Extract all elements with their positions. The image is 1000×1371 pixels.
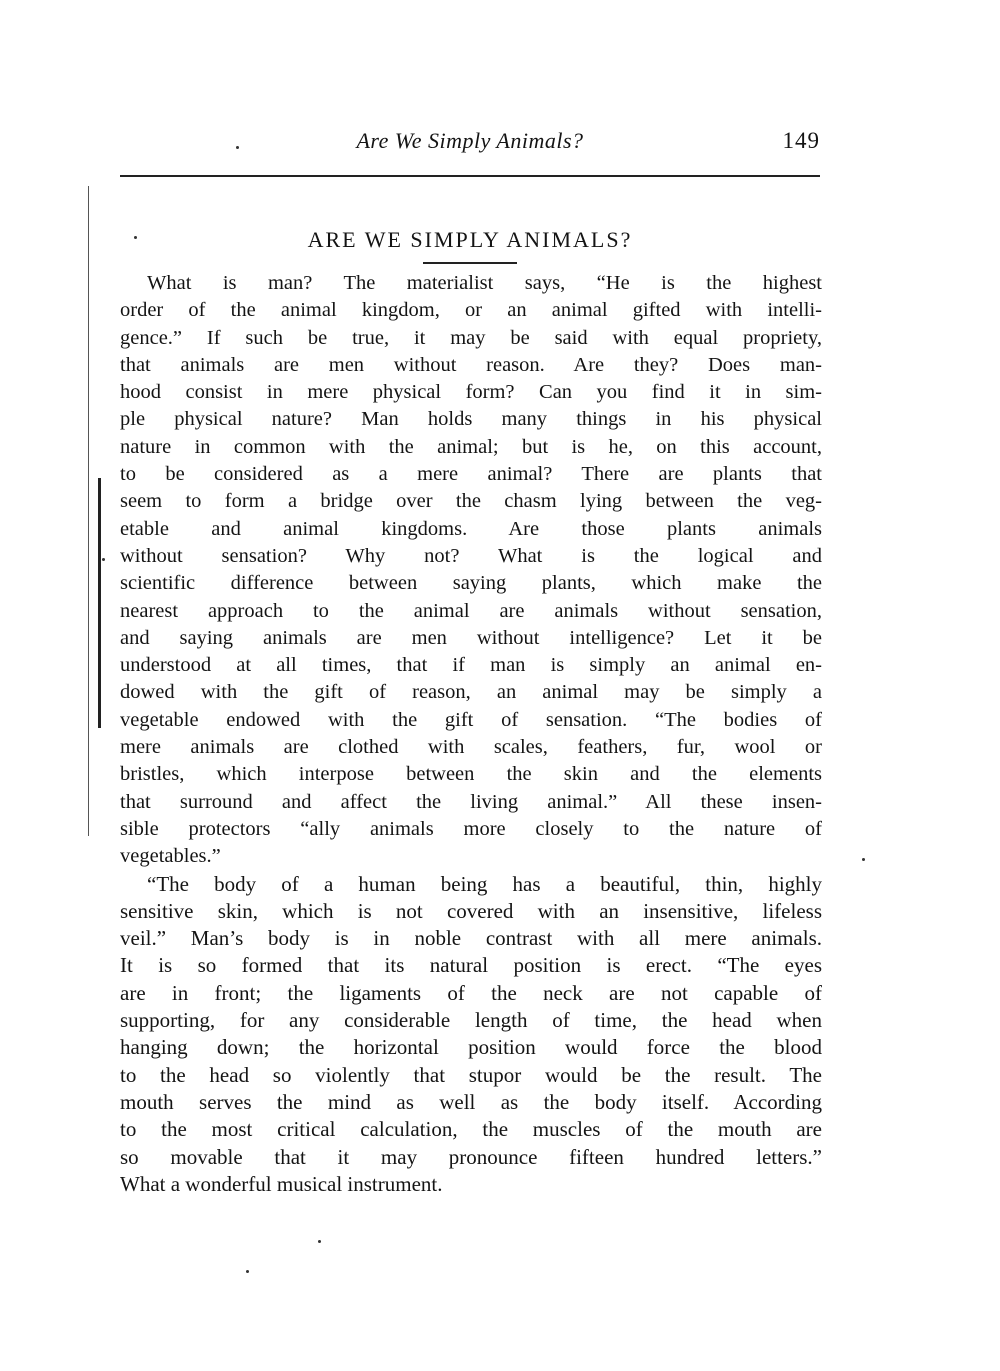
text-line: seem to form a bridge over the chasm lying between the veg- — [120, 490, 822, 513]
article-body — [120, 270, 822, 1198]
text-line: bristles, which interpose between the skin and the elements — [120, 763, 822, 786]
speck — [318, 1240, 321, 1243]
text-line: etable and animal kingdoms. Are those plants animals — [120, 517, 822, 540]
text-line: sible protectors “ally animals more closely to the nature of — [120, 817, 822, 840]
speck — [102, 558, 105, 561]
text-line: vegetables.” — [120, 845, 221, 868]
margin-rule — [88, 186, 89, 836]
text-line: so movable that it may pronounce fifteen hundred letters.” — [120, 1144, 822, 1169]
text-line: mere animals are clothed with scales, feathers, fur, wool or — [120, 736, 822, 759]
text-line: scientific difference between saying plants, which make the — [120, 572, 822, 595]
text-line: vegetable endowed with the gift of sensation. “The bodies of — [120, 708, 822, 731]
page-number: 149 — [782, 128, 820, 153]
text-line: veil.” Man’s body is in noble contrast with all mere animals. — [120, 926, 822, 951]
text-line: mouth serves the mind as well as the body itself. According — [120, 1089, 822, 1114]
text-line: ple physical nature? Man holds many things in his physical — [120, 408, 822, 431]
text-line: hanging down; the horizontal position would force the blood — [120, 1035, 822, 1060]
text-line: and saying animals are men without intelligence? Let it be — [120, 626, 822, 649]
text-line: “The body of a human being has a beautiful, thin, highly — [147, 871, 822, 896]
text-line: dowed with the gift of reason, an animal may be simply a — [120, 681, 822, 704]
text-line: gence.” If such be true, it may be said with equal propriety, — [120, 326, 822, 349]
running-head-title: Are We Simply Animals? — [356, 128, 584, 153]
text-line: to the head so violently that stupor would be the result. The — [120, 1062, 822, 1087]
text-line: What a wonderful musical instrument. — [120, 1171, 443, 1196]
margin-rule-dark — [98, 478, 101, 728]
text-line: that animals are men without reason. Are they? Does man- — [120, 353, 822, 376]
text-line: sensitive skin, which is not covered with an insensitive, lifeless — [120, 898, 822, 923]
speck — [236, 146, 239, 149]
text-line: to be considered as a mere animal? There are plants that — [120, 463, 822, 486]
text-line: without sensation? Why not? What is the logical and — [120, 544, 822, 567]
text-line: to the most critical calculation, the muscles of the mouth are — [120, 1117, 822, 1142]
header-rule — [120, 175, 820, 177]
paragraph — [120, 270, 822, 871]
text-line: nearest approach to the animal are animals without sensation, — [120, 599, 822, 622]
article-title: ARE WE SIMPLY ANIMALS? — [307, 227, 633, 252]
speck — [862, 858, 865, 861]
speck — [246, 1270, 249, 1273]
text-line: What is man? The materialist says, “He is the highest — [147, 272, 822, 294]
text-line: that surround and affect the living animal.” All these insen- — [120, 790, 822, 813]
text-line: supporting, for any considerable length of time, the head when — [120, 1008, 822, 1033]
text-line: order of the animal kingdom, or an animal gifted with intelli- — [120, 299, 822, 322]
text-line: hood consist in mere physical form? Can you find it in sim- — [120, 381, 822, 404]
running-head — [120, 128, 820, 160]
text-line: nature in common with the animal; but is he, on this account, — [120, 435, 822, 458]
text-line: understood at all times, that if man is simply an animal en- — [120, 654, 822, 677]
paragraph — [120, 871, 822, 1199]
text-line: are in front; the ligaments of the neck are not capable of — [120, 980, 822, 1005]
title-rule — [423, 262, 517, 264]
text-line: It is so formed that its natural position is erect. “The eyes — [120, 953, 822, 978]
